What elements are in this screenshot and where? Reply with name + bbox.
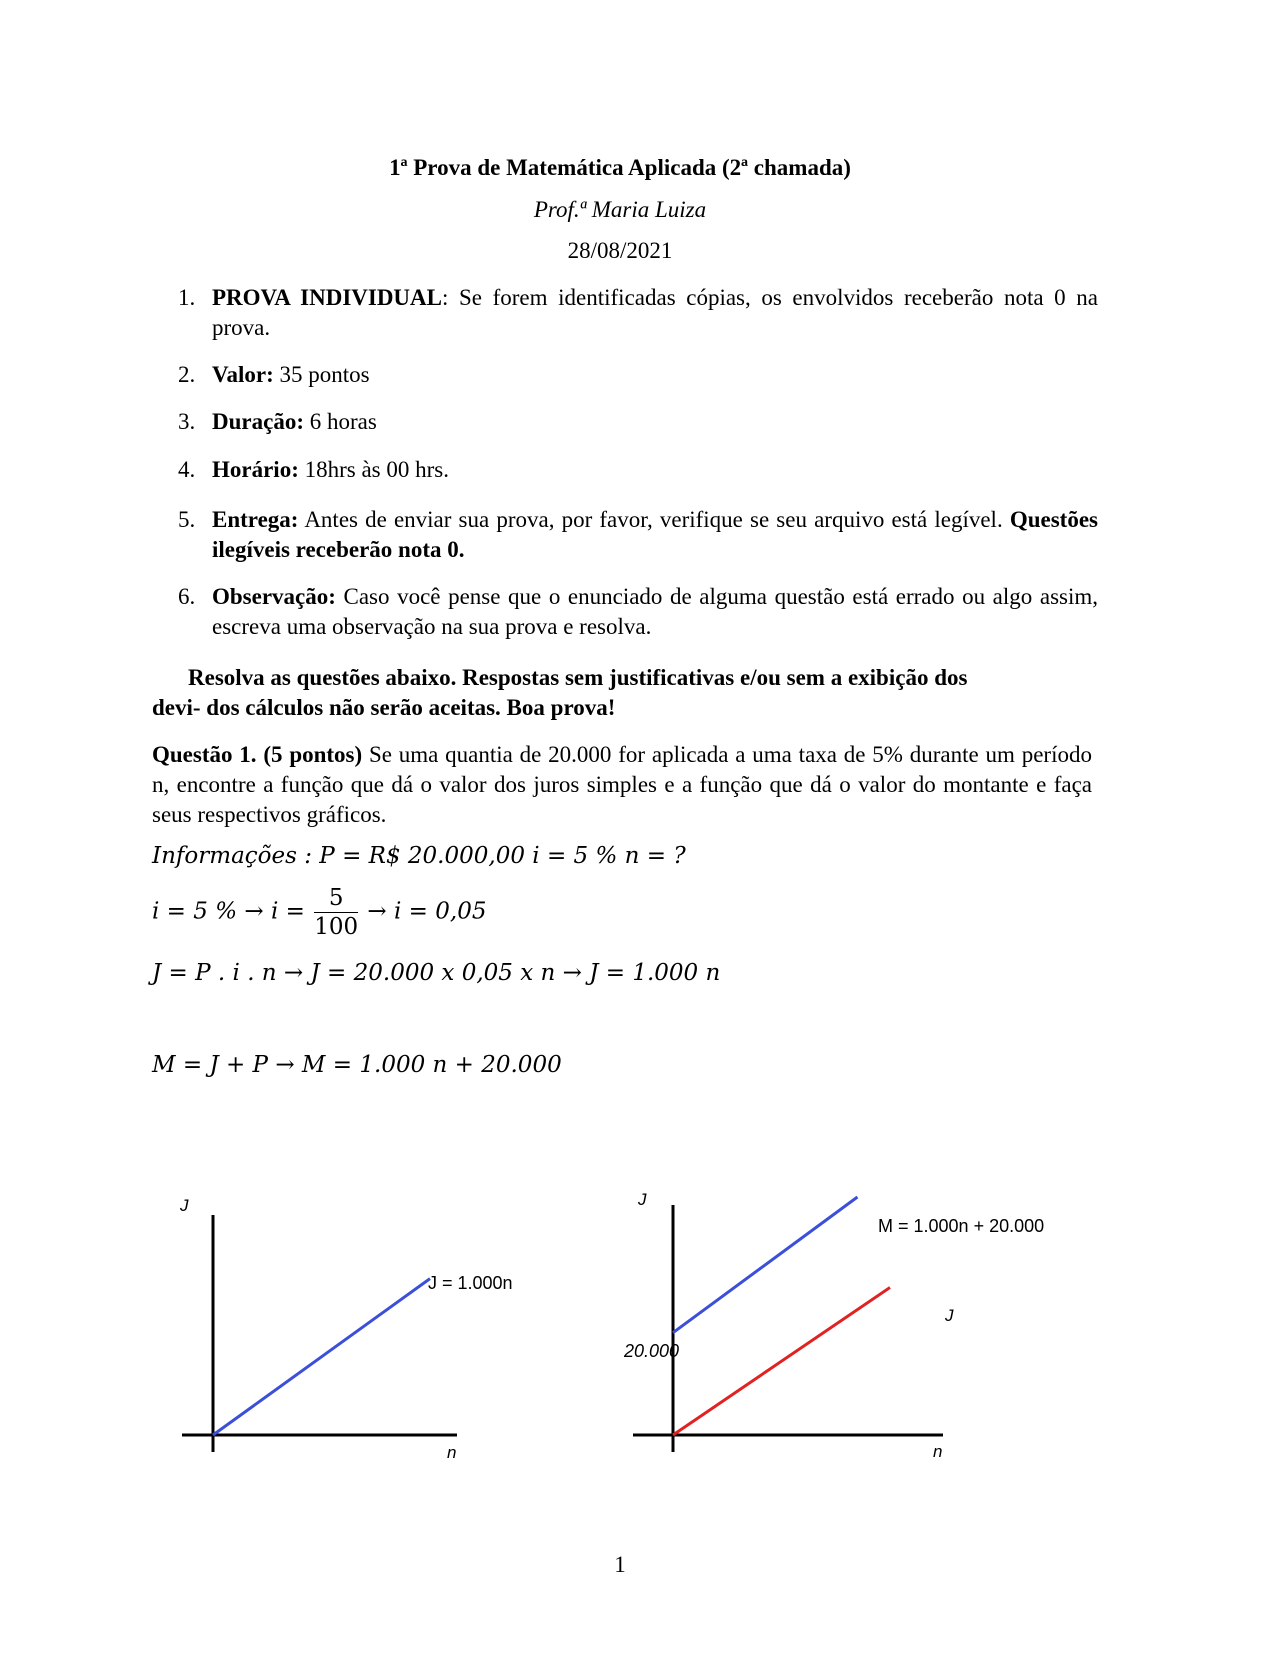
instructions bbox=[152, 663, 1082, 723]
rule-text: : Se forem identificadas cópias, os envolvidos receberão nota 0 na prova. bbox=[212, 285, 1098, 340]
rule-number: 1. bbox=[178, 285, 196, 310]
rule-item-4 bbox=[178, 455, 1098, 485]
amount-line: M = J + P → M = 1.000 n + 20.000 bbox=[152, 1052, 562, 1078]
series-line-m bbox=[673, 1197, 857, 1333]
question-1 bbox=[152, 740, 1092, 830]
instructions-line-2: devi- dos cálculos não serão aceitas. Boa prova! bbox=[152, 695, 616, 720]
rule-label: Horário: bbox=[212, 457, 299, 482]
rule-number: 4. bbox=[178, 457, 196, 482]
x-axis-label: n bbox=[933, 1442, 943, 1461]
rule-item-6 bbox=[178, 582, 1098, 642]
rule-label: Duração: bbox=[212, 409, 304, 434]
rule-item-1 bbox=[178, 283, 1098, 343]
rule-item-2 bbox=[178, 360, 1098, 390]
question-1-text: Se uma quantia de 20.000 for aplicada a uma taxa de 5% durante um período n, encontre a função que dá o valor dos juros simples e a função que dá o valor do montante e faça seus respectivos gráficos. bbox=[152, 742, 1092, 827]
rule-bold-tail: Questões ilegíveis receberão nota 0. bbox=[212, 507, 1098, 562]
series-label-j: J = 1.000n bbox=[428, 1273, 513, 1293]
rate-numerator: 5 bbox=[314, 884, 358, 913]
chart-simple-interest bbox=[160, 1185, 540, 1465]
rate-left: i = 5 % → i = bbox=[152, 898, 305, 925]
series-label-m: M = 1.000n + 20.000 bbox=[878, 1216, 1045, 1236]
y-tick-label-20000: 20.000 bbox=[624, 1341, 680, 1361]
interest-line: J = P . i . n → J = 20.000 x 0,05 x n → J = 1.000 n bbox=[152, 960, 721, 986]
rule-text: 6 horas bbox=[303, 409, 377, 434]
rule-number: 5. bbox=[178, 507, 196, 532]
y-axis-label: J bbox=[638, 1190, 647, 1209]
rule-number: 2. bbox=[178, 362, 196, 387]
rule-item-3 bbox=[178, 407, 1098, 437]
series-label-j: J bbox=[945, 1306, 954, 1325]
y-axis-label: J bbox=[180, 1196, 189, 1215]
rule-text: 35 pontos bbox=[273, 362, 370, 387]
rate-fraction bbox=[314, 884, 358, 941]
rate-denominator: 100 bbox=[314, 914, 359, 940]
chart-amount-and-interest bbox=[624, 1185, 1060, 1465]
rule-label: Observação: bbox=[212, 584, 336, 609]
question-1-label: Questão 1. (5 pontos) bbox=[152, 742, 363, 767]
page-number: 1 bbox=[614, 1552, 626, 1577]
info-line: Informações : P = R$ 20.000,00 i = 5 % n = ? bbox=[152, 843, 686, 869]
series-line-j bbox=[213, 1279, 430, 1435]
rule-text: Caso você pense que o enunciado de alguma questão está errado ou algo assim, escreva uma observação na sua prova e resolva. bbox=[212, 584, 1098, 639]
rule-number: 3. bbox=[178, 409, 196, 434]
rule-label: Entrega: bbox=[212, 507, 299, 532]
exam-title: 1ª Prova de Matemática Aplicada (2ª chamada) bbox=[389, 155, 851, 180]
x-axis-label: n bbox=[447, 1443, 457, 1462]
rule-number: 6. bbox=[178, 584, 196, 609]
rule-label: Valor: bbox=[212, 362, 274, 387]
rule-label: PROVA INDIVIDUAL bbox=[212, 285, 442, 310]
exam-date: 28/08/2021 bbox=[567, 238, 673, 263]
rule-text: 18hrs às 00 hrs. bbox=[298, 457, 449, 482]
rate-line bbox=[152, 884, 486, 941]
rate-right: → i = 0,05 bbox=[367, 898, 487, 925]
instructions-line-1: Resolva as questões abaixo. Respostas sem justificativas e/ou sem a exibição dos bbox=[188, 665, 968, 690]
rule-text: Antes de enviar sua prova, por favor, verifique se seu arquivo está legível. bbox=[298, 507, 1010, 532]
rule-item-5 bbox=[178, 505, 1098, 565]
professor-name: Prof.ª Maria Luiza bbox=[533, 197, 707, 222]
